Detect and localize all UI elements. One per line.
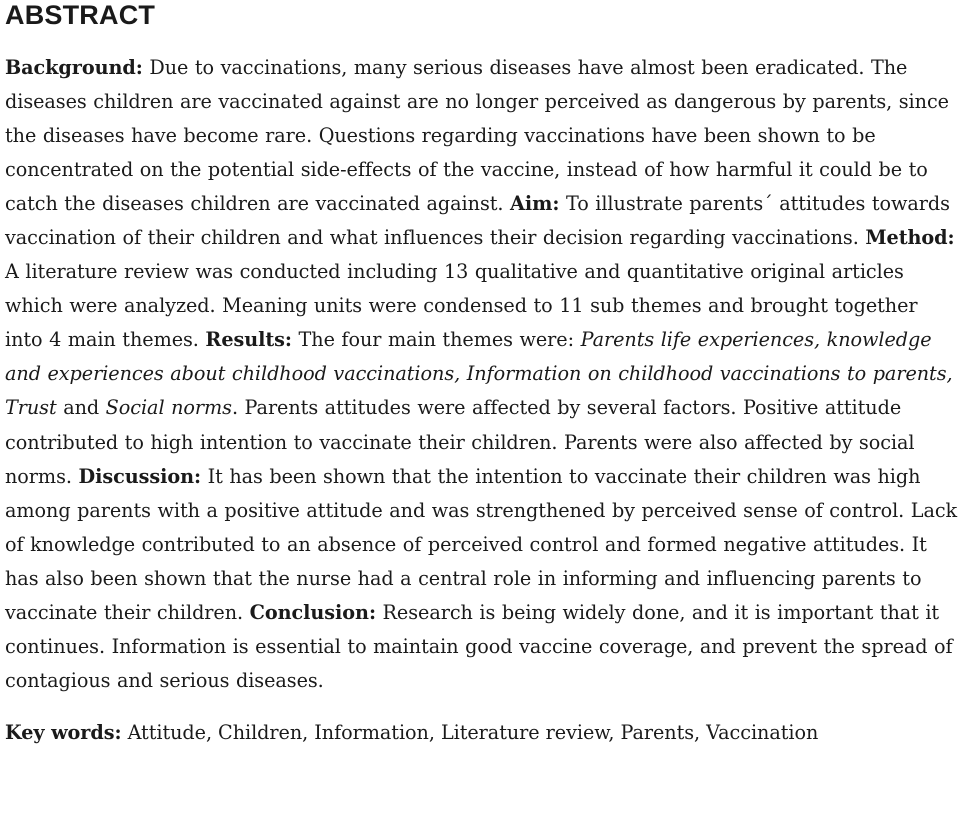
discussion-label: Discussion:	[78, 464, 202, 488]
keywords-text: Attitude, Children, Information, Literature review, Parents, Vaccination	[121, 720, 819, 744]
background-label: Background:	[5, 56, 143, 79]
results-label: Results:	[205, 328, 292, 352]
abstract-heading: ABSTRACT	[5, 0, 156, 30]
results-text-2: . Parents attitudes were affected by several factors. Positive attitude contributed to high intention to vaccinate their children. Parents were also affected by social norms.	[5, 396, 915, 488]
results-and: and	[56, 396, 106, 420]
results-theme-social-norms: Social norms	[105, 396, 232, 420]
keywords-label: Key words:	[5, 720, 122, 744]
conclusion-label: Conclusion:	[249, 600, 376, 624]
results-theme-list: Parents life experiences, knowledge and experiences about childhood vaccinations, Information on childhood vaccinations to parents, Trust	[5, 328, 953, 420]
background-text: Due to vaccinations, many serious diseases have almost been eradicated. The diseases children are vaccinated against are no longer perceived as dangerous by parents, since the diseases have become rare. Questions regarding vaccinations have been shown to be concentrated on the potential side-effects of the vaccine, instead of how harmful it could be to catch the diseases children are vaccinated against.	[5, 56, 949, 216]
abstract-body	[5, 51, 960, 698]
discussion-text: It has been shown that the intention to vaccinate their children was high among parents with a positive attitude and was strengthened by perceived sense of control. Lack of knowledge contributed to an absence of perceived control and formed negative attitudes. It has also been shown that the nurse had a central role in informing and influencing parents to vaccinate their children.	[5, 464, 958, 624]
abstract-page	[5, 0, 960, 750]
method-label: Method:	[865, 226, 955, 250]
method-text: A literature review was conducted including 13 qualitative and quantitative original articles which were analyzed. Meaning units were condensed to 11 sub themes and brought together into 4 main themes.	[5, 260, 918, 352]
keywords-line	[5, 716, 960, 750]
aim-label: Aim:	[510, 192, 560, 216]
conclusion-text: Research is being widely done, and it is important that it continues. Information is essential to maintain good vaccine coverage, and prevent the spread of contagious and serious diseases.	[5, 600, 953, 692]
aim-text: To illustrate parents´ attitudes towards vaccination of their children and what influences their decision regarding vaccinations.	[5, 192, 950, 250]
results-text-1: The four main themes were:	[291, 328, 581, 352]
